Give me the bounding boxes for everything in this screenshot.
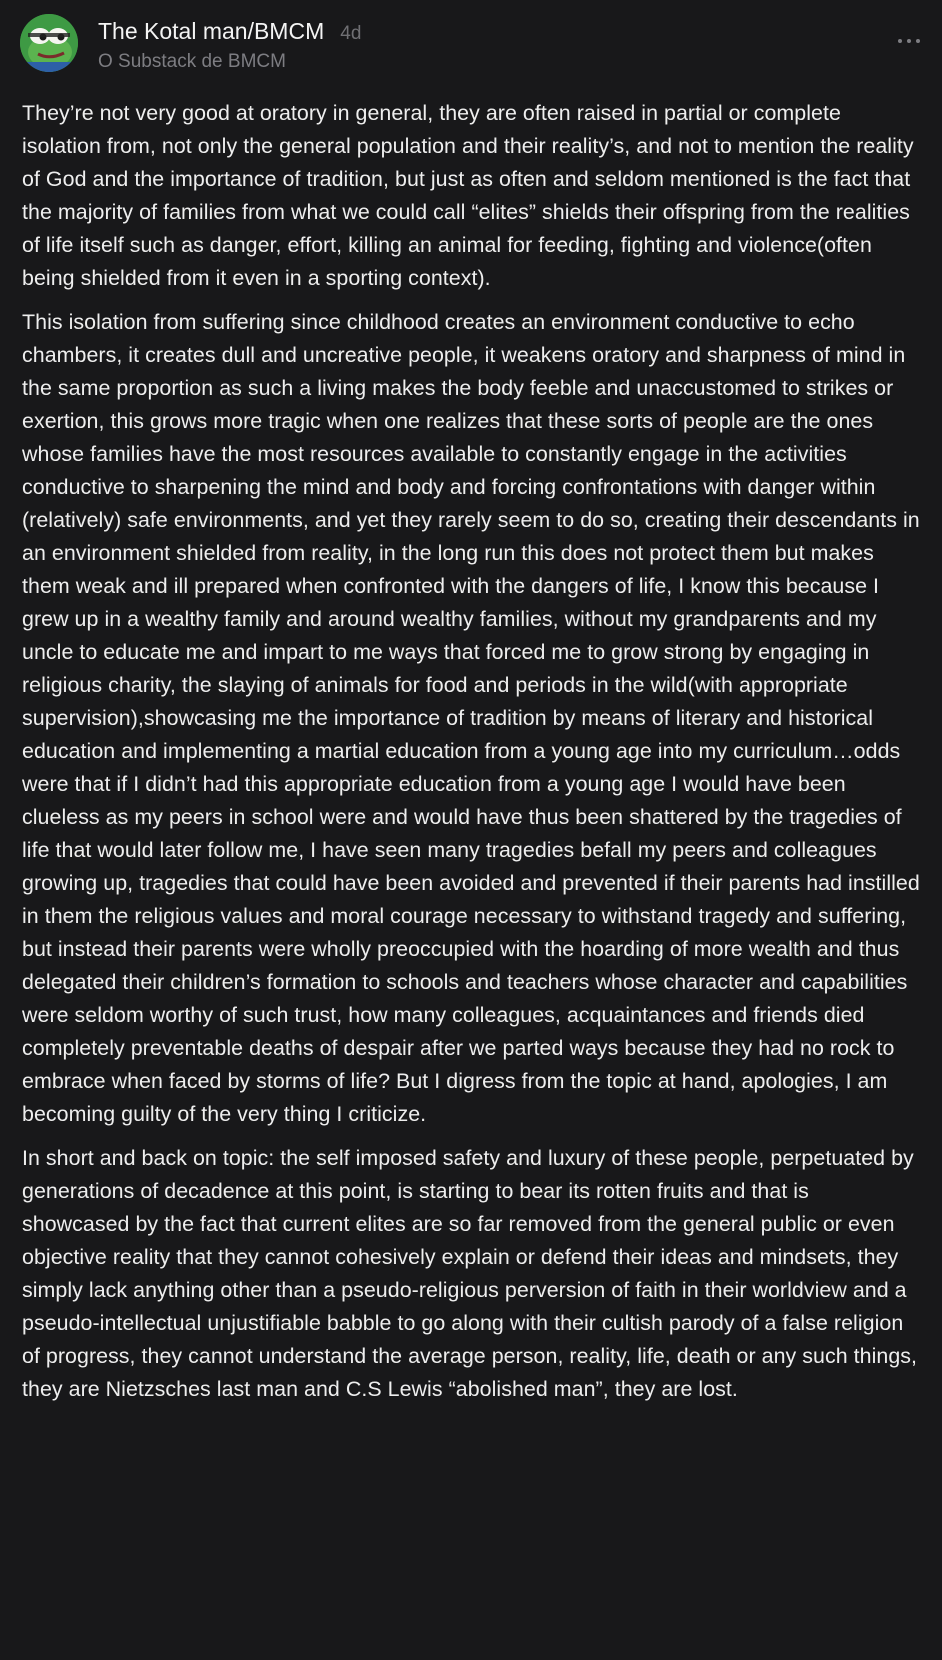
post-timestamp[interactable]: 4d: [340, 23, 362, 44]
publication-name[interactable]: O Substack de BMCM: [98, 51, 286, 72]
author-name[interactable]: The Kotal man/BMCM: [98, 18, 325, 44]
ellipsis-dot: [907, 39, 911, 43]
author-line: [98, 14, 361, 48]
author-block: [98, 14, 361, 75]
post-header: [20, 14, 922, 72]
post-paragraph: They’re not very good at oratory in general, they are often raised in partial or complete isolation from, not only the general population and their reality’s, and not to mention the reality of God and the importance of tradition, but just as often and seldom mentioned is the fact that the majority of families from what we could call “elites” shields their offspring from the realities of life itself such as danger, effort, killing an animal for feeding, fighting and violence(often being shielded from it even in a sporting context).: [22, 101, 914, 290]
ellipsis-dot: [898, 39, 902, 43]
post-body: [22, 97, 922, 1417]
frog-avatar-icon[interactable]: [20, 14, 78, 72]
post-paragraph: In short and back on topic: the self imposed safety and luxury of these people, perpetuated by generations of decadence at this point, is starting to bear its rotten fruits and that is showcased by the fact that current elites are so far removed from the general public or even objective reality that they cannot cohesively explain or defend their ideas and mindsets, they simply lack anything other than a pseudo-religious perversion of faith in their worldview and a pseudo-intellectual unjustifiable babble to go along with their cultish parody of a false religion of progress, they cannot understand the average person, reality, life, death or any such things, they are Nietzsches last man and C.S Lewis “abolished man”, they are lost.: [22, 1146, 918, 1401]
ellipsis-icon[interactable]: [898, 32, 920, 50]
post-paragraph: This isolation from suffering since childhood creates an environment conductive to echo chambers, it creates dull and uncreative people, it weakens oratory and sharpness of mind in the same proportion as such a living makes the body feeble and unaccustomed to strikes or exertion, this grows more tragic when one realizes that these sorts of people are the ones whose families have the most resources available to constantly engage in the activities conductive to sharpening the mind and body and forcing confrontations with danger within (relatively) safe environments, and yet they rarely seem to do so, creating their descendants in an environment shielded from reality, in the long run this does not protect them but makes them weak and ill prepared when confronted with the dangers of life, I know this because I grew up in a wealthy family and around wealthy families, without my grandparents and my uncle to educate me and impart to me ways that forced me to grow strong by engaging in religious charity, the slaying of animals for food and periods in the wild(with appropriate supervision),showcasing me the importance of tradition by means of literary and historical education and implementing a martial education from a young age into my curriculum…odds were that if I didn’t had this appropriate education from a young age I would have been clueless as my peers in school were and would have thus been shattered by the tragedies of life that would later follow me, I have seen many tragedies befall my peers and colleagues growing up, tragedies that could have been avoided and prevented if their parents had instilled in them the religious values and moral courage necessary to withstand tragedy and suffering, but instead their parents were wholly preoccupied with the hoarding of more wealth and thus delegated their children’s formation to schools and teachers whose character and capabilities were seldom worthy of such trust, how many colleagues, acquaintances and friends died completely preventable deaths of despair after we parted ways because they had no rock to embrace when faced by storms of life? But I digress from the topic at hand, apologies, I am becoming guilty of the very thing I criticize.: [22, 310, 920, 1126]
ellipsis-dot: [916, 39, 920, 43]
